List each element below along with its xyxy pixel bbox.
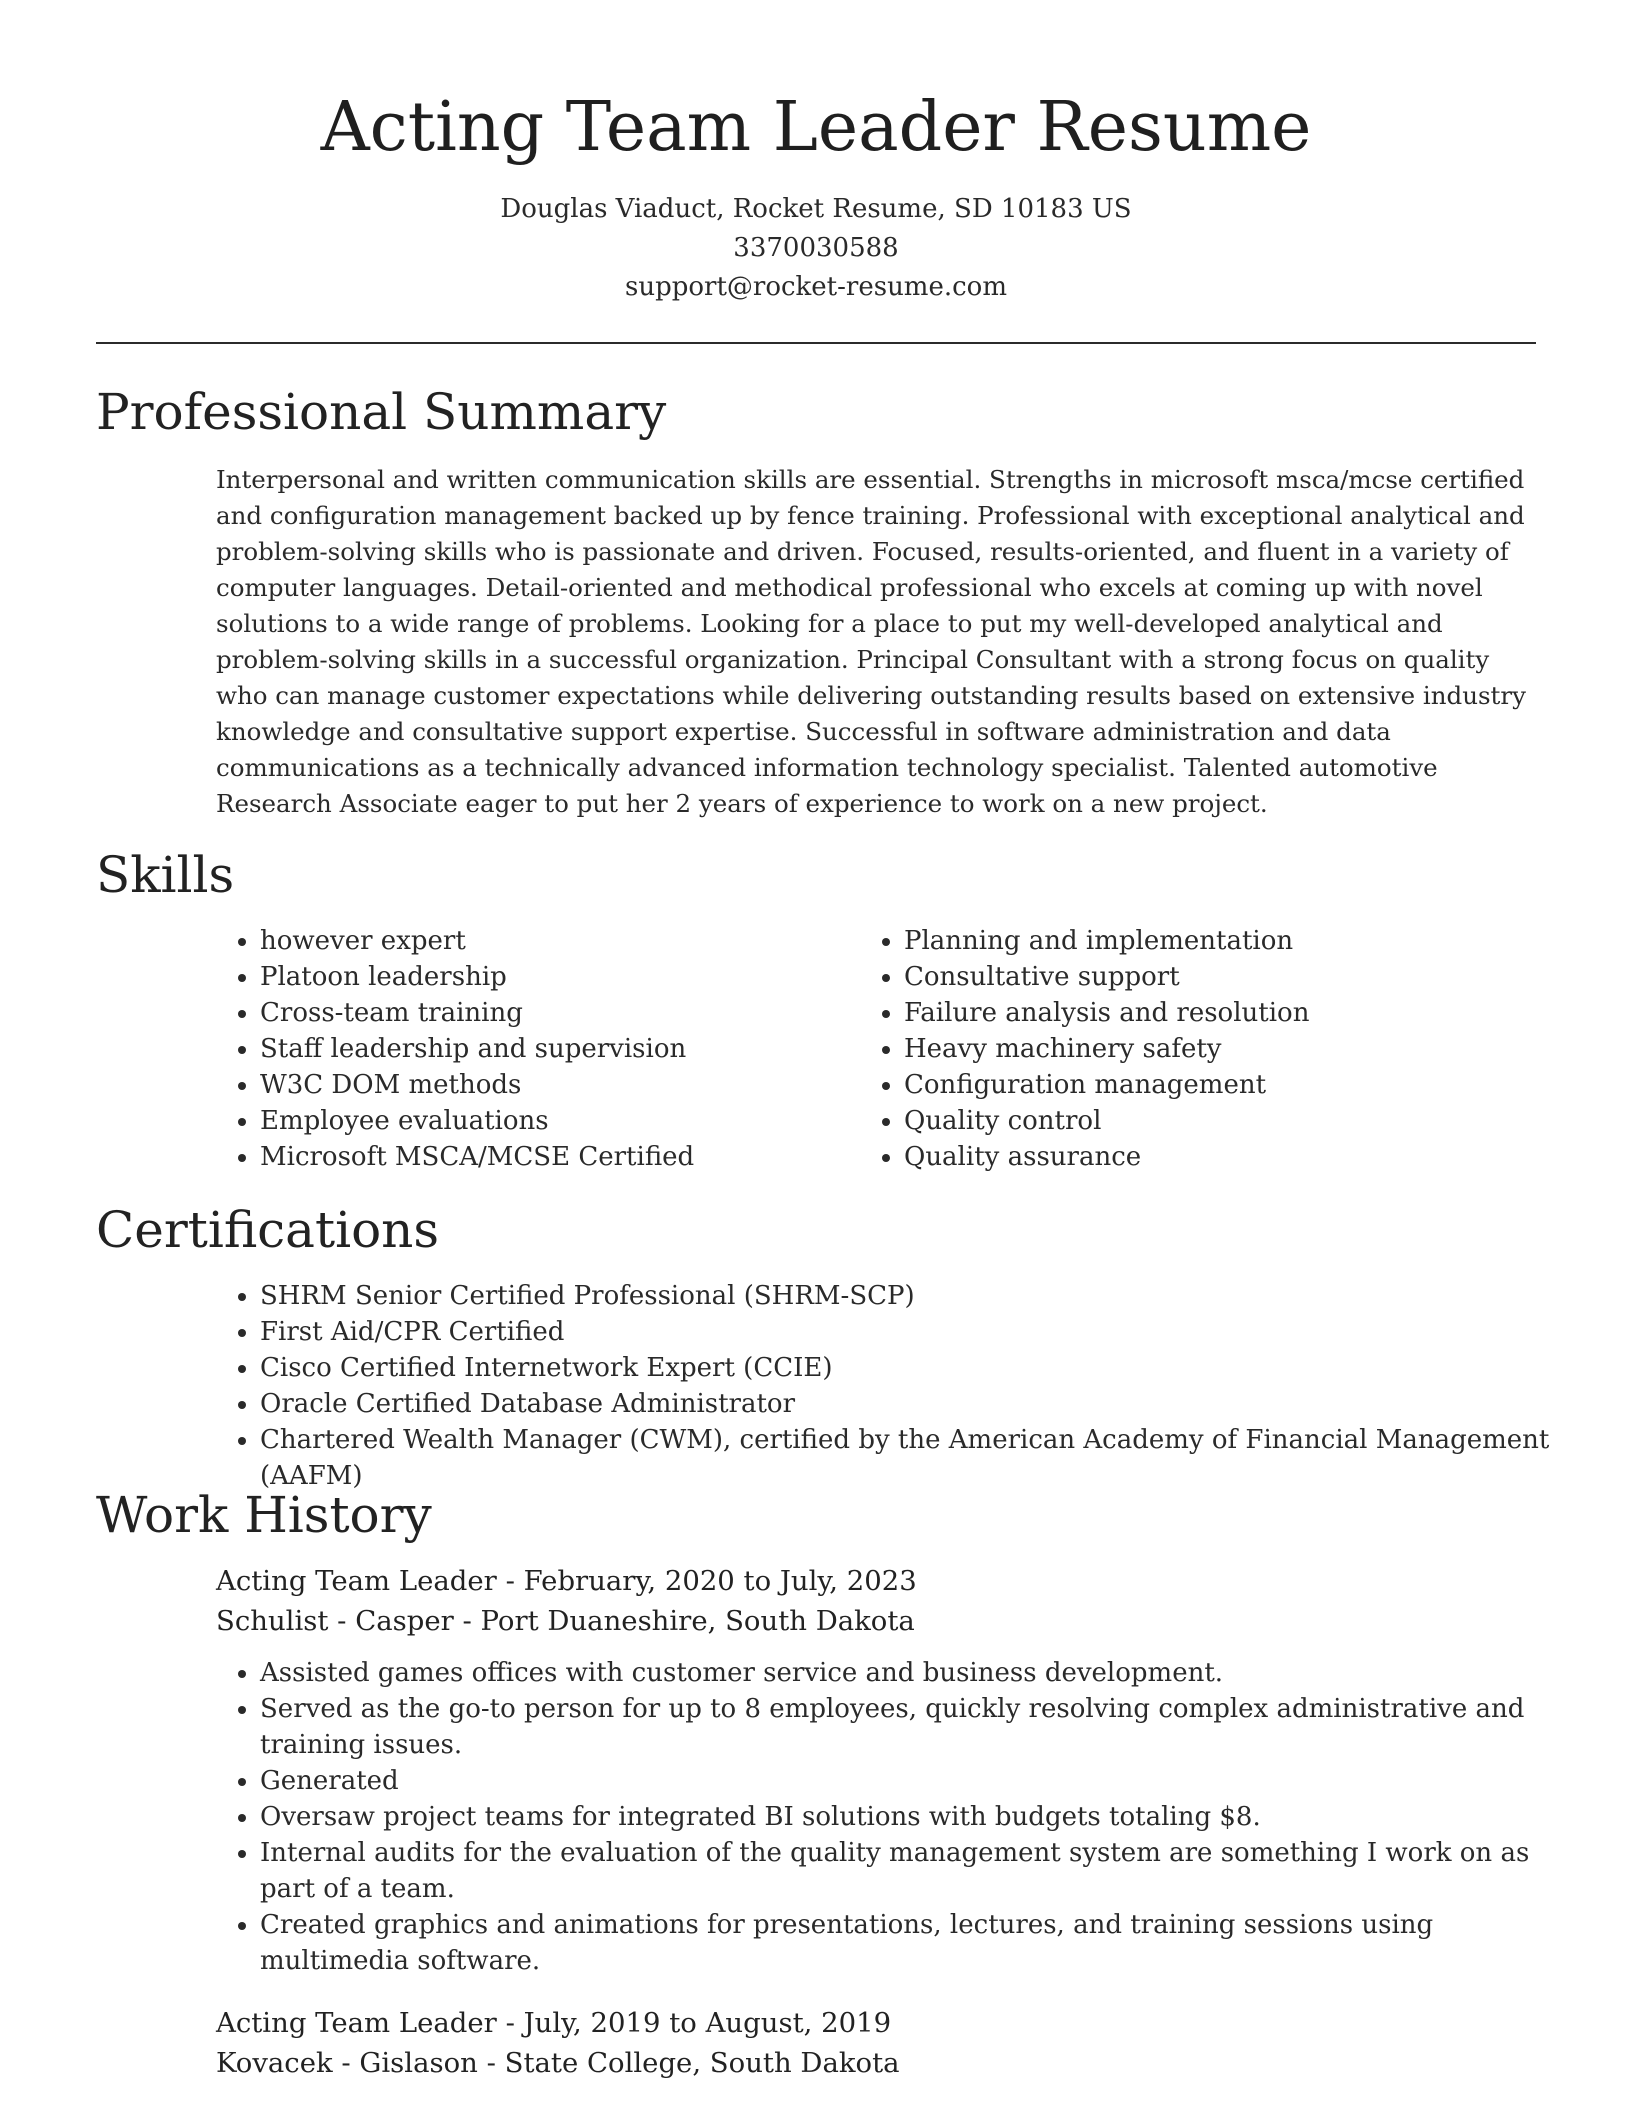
certification-item: • First Aid/CPR Certified — [260, 1314, 1590, 1350]
skill-item: • Platoon leadership — [260, 959, 860, 995]
job-bullet: • Served as the go-to person for up to 8 employees, quickly resolving complex administrative and training issues. — [260, 1691, 1560, 1763]
certifications-list — [216, 1278, 1590, 1494]
job-title: Acting Team Leader — [216, 1565, 497, 1597]
header-divider — [96, 342, 1536, 344]
job-bullet: • Oversaw project teams for integrated BI solutions with budgets totaling $8. — [260, 1799, 1560, 1835]
skill-item: • Staff leadership and supervision — [260, 1031, 860, 1067]
job-title-line — [216, 1561, 917, 1601]
job-dates: - February, 2020 to July, 2023 — [496, 1565, 917, 1597]
job-company: Schulist - Casper — [216, 1605, 454, 1637]
skill-item: • Heavy machinery safety — [904, 1031, 1564, 1067]
work-history-heading: Work History — [96, 1486, 432, 1544]
certification-item: • Cisco Certified Internetwork Expert (CCIE) — [260, 1350, 1590, 1386]
contact-email: support@rocket-resume.com — [624, 272, 1007, 302]
contact-address: Douglas Viaduct, Rocket Resume, SD 10183 US — [500, 194, 1132, 224]
skills-list-right — [860, 923, 1564, 1175]
job-location: - Port Duaneshire, South Dakota — [453, 1605, 915, 1637]
job-bullet: • Assisted games offices with customer service and business development. — [260, 1655, 1560, 1691]
job-bullets — [216, 1655, 1560, 1979]
summary-heading: Professional Summary — [96, 383, 667, 441]
skills-heading: Skills — [96, 846, 235, 904]
resume-title: Acting Team Leader Resume — [320, 88, 1312, 167]
job-bullet: • Created graphics and animations for presentations, lectures, and training sessions using multimedia software. — [260, 1907, 1560, 1979]
skill-item: • Microsoft MSCA/MCSE Certified — [260, 1139, 860, 1175]
contact-phone: 3370030588 — [733, 233, 899, 263]
job-location: - State College, South Dakota — [477, 2047, 900, 2079]
skills-list-left — [216, 923, 860, 1175]
job-bullet: • Internal audits for the evaluation of the quality management system are something I work on as part of a team. — [260, 1835, 1560, 1907]
skill-item: • Cross-team training — [260, 995, 860, 1031]
job-title-line — [216, 2003, 891, 2043]
job-bullet: • Generated — [260, 1763, 1560, 1799]
skill-item: • Failure analysis and resolution — [904, 995, 1564, 1031]
summary-text: Interpersonal and written communication skills are essential. Strengths in microsoft msca/mcse certified and configuration management backed up by fence training. Professional with exceptional analytical and problem-solving skills who is passionate and driven. Focused, results-oriented, and fluent in a variety of computer languages. Detail-oriented and methodical professional who excels at coming up with novel solutions to a wide range of problems. Looking for a place to put my well-developed analytical and problem-solving skills in a successful organization. Principal Consultant with a strong focus on quality who can manage customer expectations while delivering outstanding results based on extensive industry knowledge and consultative support expertise. Successful in software administration and data communications as a technically advanced information technology specialist. Talented automotive Research Associate eager to put her 2 years of experience to work on a new project. — [216, 465, 1526, 818]
skill-item: • Planning and implementation — [904, 923, 1564, 959]
skill-item: • W3C DOM methods — [260, 1067, 860, 1103]
skill-item: • however expert — [260, 923, 860, 959]
certification-item: • Oracle Certified Database Administrator — [260, 1386, 1590, 1422]
skill-item: • Consultative support — [904, 959, 1564, 995]
job-company: Kovacek - Gislason — [216, 2047, 478, 2079]
skill-item: • Quality assurance — [904, 1139, 1564, 1175]
job-dates: - July, 2019 to August, 2019 — [496, 2007, 892, 2039]
skill-item: • Employee evaluations — [260, 1103, 860, 1139]
job-company-line — [216, 1601, 915, 1641]
certification-item: • Chartered Wealth Manager (CWM), certified by the American Academy of Financial Management (AAFM) — [260, 1422, 1590, 1494]
skill-item: • Quality control — [904, 1103, 1564, 1139]
job-company-line — [216, 2043, 900, 2083]
certifications-heading: Certifications — [96, 1201, 440, 1259]
certification-item: • SHRM Senior Certified Professional (SHRM-SCP) — [260, 1278, 1590, 1314]
skill-item: • Configuration management — [904, 1067, 1564, 1103]
job-title: Acting Team Leader — [216, 2007, 497, 2039]
